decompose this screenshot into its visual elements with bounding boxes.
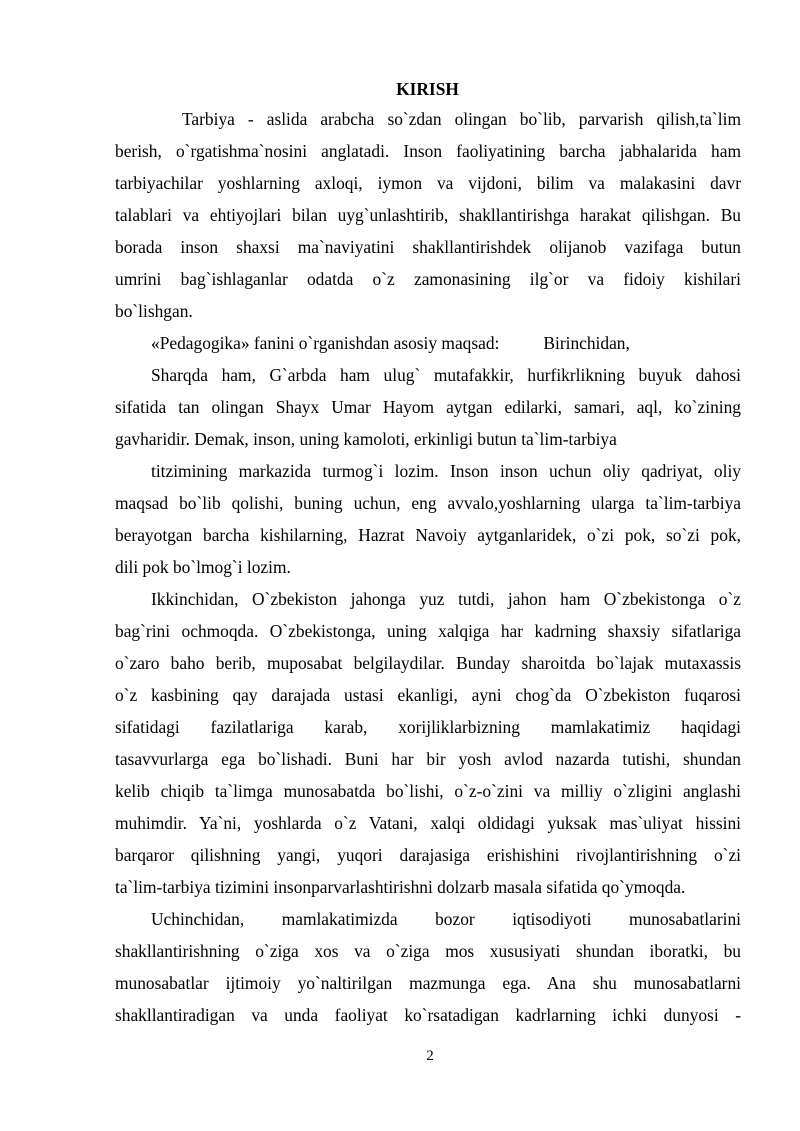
text-line: berish, o`rgatishma`nosini anglatadi. Inson faoliyatining barcha jabhalarida ham bbox=[115, 141, 741, 161]
text-line: borada inson shaxsi ma`naviyatini shakllantirishdek olijanob vazifaga butun bbox=[115, 237, 741, 257]
text-line: shakllantiradigan va unda faoliyat ko`rsatadigan kadrlarning ichki dunyosi - bbox=[115, 1005, 741, 1025]
text-line: ta`lim-tarbiya tizimini insonparvarlashtirishni dolzarb masala sifatida qo`ymoqda. bbox=[115, 877, 686, 897]
text-line: tasavvurlarga ega bo`lishadi. Buni har bir yosh avlod nazarda tutishi, shundan bbox=[115, 749, 741, 769]
text-line: sifatidagi fazilatlariga karab, xorijliklarbizning mamlakatimiz haqidagi bbox=[115, 717, 741, 737]
body-text bbox=[115, 103, 741, 1031]
text-line: barqaror qilishning yangi, yuqori darajasiga erishishini rivojlantirishning o`zi bbox=[115, 845, 741, 865]
text-line: Tarbiya - aslida arabcha so`zdan olingan bo`lib, parvarish qilish,ta`lim bbox=[182, 109, 741, 129]
text-line: munosabatlar ijtimoiy yo`naltirilgan mazmunga ega. Ana shu munosabatlarni bbox=[115, 973, 741, 993]
text-line: gavharidir. Demak, inson, uning kamoloti, erkinligi butun ta`lim-tarbiya bbox=[115, 429, 617, 449]
text-line: talablari va ehtiyojlari bilan uyg`unlashtirib, shakllantirishga harakat qilishgan. Bu bbox=[115, 205, 741, 225]
text-fragment: Birinchidan, bbox=[543, 333, 630, 353]
text-line: Sharqda ham, G`arbda ham ulug` mutafakkir, hurfikrlikning buyuk dahosi bbox=[151, 365, 741, 385]
text-line bbox=[115, 327, 741, 359]
text-line: kelib chiqib ta`limga munosabatda bo`lishi, o`z-o`zini va milliy o`zligini anglashi bbox=[115, 781, 741, 801]
text-line: tarbiyachilar yoshlarning axloqi, iymon va vijdoni, bilim va malakasini davr bbox=[115, 173, 741, 193]
text-line: Uchinchidan, mamlakatimizda bozor iqtisodiyoti munosabatlarini bbox=[151, 909, 741, 929]
page-title: KIRISH bbox=[396, 79, 459, 99]
text-line: bag`rini ochmoqda. O`zbekistonga, uning xalqiga har kadrning shaxsiy sifatlariga bbox=[115, 621, 741, 641]
text-line: shakllantirishning o`ziga xos va o`ziga mos xususiyati shundan iboratki, bu bbox=[115, 941, 741, 961]
page-number: 2 bbox=[426, 1048, 434, 1064]
text-line: sifatida tan olingan Shayx Umar Hayom aytgan edilarki, samari, aql, ko`zining bbox=[115, 397, 741, 417]
text-fragment: «Pedagogika» fanini o`rganishdan asosiy maqsad: bbox=[151, 333, 500, 353]
text-line: o`z kasbining qay darajada ustasi ekanligi, ayni chog`da O`zbekiston fuqarosi bbox=[115, 685, 741, 705]
text-line: Ikkinchidan, O`zbekiston jahonga yuz tutdi, jahon ham O`zbekistonga o`z bbox=[151, 589, 741, 609]
text-line: o`zaro baho berib, muposabat belgilaydilar. Bunday sharoitda bo`lajak mutaxassis bbox=[115, 653, 741, 673]
text-line: titzimining markazida turmog`i lozim. Inson inson uchun oliy qadriyat, oliy bbox=[151, 461, 741, 481]
text-line: maqsad bo`lib qolishi, buning uchun, eng avvalo,yoshlarning ularga ta`lim-tarbiya bbox=[115, 493, 741, 513]
text-line: muhimdir. Ya`ni, yoshlarda o`z Vatani, xalqi oldidagi yuksak mas`uliyat hissini bbox=[115, 813, 741, 833]
text-line: bo`lishgan. bbox=[115, 301, 193, 321]
text-line: berayotgan barcha kishilarning, Hazrat Navoiy aytganlaridek, o`zi pok, so`zi pok, bbox=[115, 525, 741, 545]
text-line: umrini bag`ishlaganlar odatda o`z zamonasining ilg`or va fidoiy kishilari bbox=[115, 269, 741, 289]
text-line: dili pok bo`lmog`i lozim. bbox=[115, 557, 291, 577]
